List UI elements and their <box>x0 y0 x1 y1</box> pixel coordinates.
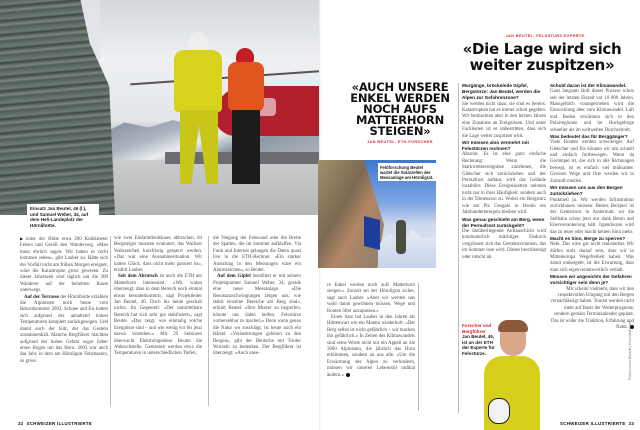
end-mark-icon <box>346 373 350 377</box>
interview-question: Wir müssen also vermehrt mit Felsstürzen rechnen? <box>462 140 529 152</box>
article-column-3 <box>213 236 301 358</box>
paragraph: Auf dem Gipfel installiert er mit seinem Projektpartner Samuel Weber, 34, gerade eine neue Messanlage. «Die Resonanzschwingungen zeigen uns, wie stabil einzelne Bereiche am Berg sind», erklärt Beutel. «Ihre Muster zu begreifen, könnte uns dabei helfen, Felsstürze vorhersehbar zu machen.» Denn wann genau die Natur wo zuschlägt, ist heute noch ein Rätsel. «Veränderungen gehören zu den Bergen», gibt der Deutsche mit Tiroler Wurzeln zu bedenken. Der Bergführer ist überzeugt: «Auch unse- <box>213 274 301 357</box>
interview-answer: Die darüberliegende Auftauschicht wird kontinuierlich mächtiger. Dadurch vergrössert sich das Gesteinsvolumen, das im Sommer lose wird. Dieses beschleunigt oder rutscht ab. <box>462 228 546 260</box>
interview-question: Müssen wir angesichts der Gefahren vorsichtiger sein denn je? <box>550 274 632 286</box>
interview-question: Murgänge, bröckelnde Gipfel, Bergstürze: Jan Beutel, werden die Alpen zur Gefahrenzone? <box>462 83 541 101</box>
interview-answer: Nein. Das wäre gar nicht realisierbar. Wir dürfen stolz darauf sein, dass wir in Mitteleuropa Wegefreiheit haben. Was damit einhergeht, ist die Erwartung, dass man sich eigenverantwortlich verhält. <box>550 242 634 273</box>
mountaineer-orange <box>226 48 266 190</box>
stone-wall <box>0 0 115 215</box>
interview-question: Was genau geschieht am Berg, wenn der Permafrost zurückgeht? <box>462 216 545 228</box>
interview-answer: Sie werden nicht dazu, sie sind es bereits. Katastrophen hat es immer schon gegeben. Wir beobachten aber in den letzten Jahren eine Zunahme an Ereignissen. Und unter Fachleuten ist es unbestritten, dass sich die Lage weiter zuspitzen wird. <box>462 101 546 139</box>
researcher-figure <box>396 220 406 254</box>
interview-divider <box>458 83 459 413</box>
pull-quote-attribution: JAN BEUTEL, ETH-FORSCHER <box>367 140 433 144</box>
paragraph: Einen Satz hat Lauber in den Jahren als Hüttenwart wie ein Mantra wiederholt: «Der Berg selbst ist nicht gefährlich – wir machen ihn gefährlich.» In Zeiten des Klimawandels sind seine Worte nicht nur ein Appell an die 3000 Alpinisten, die jährlich das Horu erklimmen, sondern an uns alle. «Um die Erwärmung der Alpen zu verhindern, müssen wir unseren Lebensstil radikal ändern.» <box>327 315 415 378</box>
paragraph: ▶unter der Hütte etwa 200 Kubikmeter Felsen und Geröll den Wanderweg. «Man muss ehrlich sagen: Wir haben es nicht kommen sehen», gibt Lauber zu. Hätte sich der Vorfall nicht am frühen Morgen ereignet, wäre die Katastrophe gross gewesen. Zu dieser Jahreszeit sind täglich um die 300 Wanderer auf der beliebten Route unterwegs. <box>20 236 109 294</box>
folio-left: 32 SCHWEIZER ILLUSTRIERTE <box>18 421 93 426</box>
article-column-2 <box>114 236 202 358</box>
photo-credit: Fotos Lorenz Bäuerle | Freundeslichten <box>628 320 632 380</box>
folio-right: SCHWEIZER ILLUSTRIERTE 33 <box>560 421 635 426</box>
pull-quote <box>350 82 450 145</box>
interview-question: Schuld daran ist der Klimawandel. <box>550 83 627 88</box>
interview-column-2 <box>550 83 634 332</box>
interview-answer: Viele Routen werden schwieriger. Auf Gletscher und Eis können wir uns schnell und einfach fortbewegen. Wenn da Gerümpel ist, das sich in alle Richtungen bewegt, ist es einfach viel mühsamer. Gewisse Wege und Orte werden wir in Zukunft meiden. <box>550 140 634 184</box>
paragraph: Auf der Terrasse der Hörnlihütte erzählen die Alpinisten noch heute vom Rekordsommer 2003. Schnee und Eis hatten sich aufgrund der anhaltend hohen Temperaturen komplett zurückgezogen. Und damit auch der Kitt, der das Gestein zusammenhält. Manche Bergführer machten aufgrund der hohen Gefahr sogar lieber einen Bogen um das Horu. 2003 war auch das Jahr, in dem am Hörnligrat Felsmassen, so gross <box>20 294 108 364</box>
interview-question: Wir müssen uns aus den Bergen zurückziehen? <box>550 185 623 197</box>
interview-headline: «Die Lage wird sich weiter zuspitzen» <box>462 40 622 74</box>
article-column-1 <box>20 236 108 365</box>
interview-answer: Ganz langsam läuft dieser Prozess schon seit der letzten Eiszeit vor 10 000 Jahren. Massgeblich vorangetrieben wird die Entwicklung aber vom Klimawandel. Luft und Boden erwärmen sich in den Polarregionen und im Hochgebirge schneller als im weltweiten Durchschnitt. <box>550 89 634 133</box>
paragraph: Seit dem Abrutsch ist auch die ETH am Matterhorn interessiert. «Wir waren überzeugt, dass in dem Bereich noch einmal etwas herunterkommt», sagt Projektleiter Jan Beutel, 46. Doch bis heute geschah nichts. Im Gegenteil: «Der unmittelbare Bereich hat sich sehr gut stabilisiert», sagt Beutel. «Das zeigt, wie einmalig solche Ereignisse sind – und wie wenig wir bis jetzt davon verstehen.» Mit 29 Sensoren überwacht Elektroingenieur Beutel die Abbruchstelle. Gemessen werden etwa die Temperaturen in unterschiedlichen Tiefen, <box>114 274 202 357</box>
hero-photo <box>0 0 343 215</box>
portrait-caption: Forscher und Bergführer Jan Beutel, 46, ist an der ETH der Experte für Felsstürze. <box>462 323 495 356</box>
interview-answer: Punktuell ja. Wir werden Infrastruktur zurückbauen müssen. Bestes Beispiel ist der Gemsstock in Andermatt, wo die Seilbahn schon jetzt nur dank Beton und Eisenverankerung hält. Irgendwann wird das zu teuer oder macht keinen Sinn mehr. <box>550 197 634 235</box>
continuation-arrow-icon: ▶ <box>20 236 25 241</box>
column-divider <box>418 283 419 411</box>
interview-answer: Absolut. Es ist eine ganz einfache Rechnung: Wenn die Starkwetterereignisse zunehmen, die Gletscher sich zurückziehen und der Permafrost auftaut, wird das Gelände instabiler. Diese Ereignisketten nehmen nicht nur in ihrer Häufigkeit, sondern auch in der Dimension zu. Wobei ein Bergsturz wie am Piz Cengalo in Bondo ein Jahrhundertereignis bleiben wird. <box>462 152 546 216</box>
solar-panel <box>364 216 380 250</box>
paragraph: wie zwei Einfamilienhäuser, abbrachen. 84 Bergsteiger mussten evakuiert, das Walliser Wahrzeichen kurzfristig gesperrt werden. «Das war eine Ausnahmesituation. Wir hatten Glück, dass nicht mehr passiert ist», erzählt Lauber. <box>114 236 202 274</box>
interview-answer: Mir scheint vielmehr, dass wir den respektvollen Umgang mit den Bergen vernachlässigt haben. Touren werden nicht mehr auf Basis der Wetterprognose, sondern gemäss Terminkalender geplant. Das ist wider die Tradition, Erfahrung und Natur. <box>550 286 634 331</box>
pull-quote-text: «AUCH UNSERE ENKEL WERDEN NOCH AUFS MATTERHORN STEIGEN» <box>350 80 450 138</box>
hero-caption: Einsatz Jan Beutel, 46 (l.), und Samuel Weber, 34, auf dem Heli-Landeplatz der Hörnlihütte. <box>27 204 99 230</box>
column-divider <box>208 236 209 406</box>
interview-question: Macht es Sinn, Berge zu sperren? <box>550 235 626 241</box>
helmet <box>488 398 510 424</box>
interview-question: Was bedeutet das für Berggänger? <box>550 134 628 140</box>
field-photo-caption: Feldforschung Beutel wartet die Solarzellen der Messanlage am Hörnligrat. <box>378 163 436 181</box>
paragraph: die Neigung der Felswand oder die Breite der Spalten, die im Sommer aufklaffen. Via Funk und Internet gelangen die Daten quasi live in die ETH-Rechner. «Ein starker Ausschlag in den Messungen wäre ein Alarmzeichen», so Beutel. <box>213 236 301 274</box>
paragraph: re Enkel werden noch aufs Matterhorn steigen.» Zurzeit sei der Hörnligrat sicher, sagt auch Lauber. «Aber wir werden uns wohl daran gewöhnen müssen, Wege und Routen öfter anzupassen.» <box>327 283 415 314</box>
mountaineer-yellow <box>172 32 224 192</box>
interview-column-1 <box>462 83 546 261</box>
interview-kicker: JAN BEUTEL, FELSSTURZ-EXPERTE <box>505 34 585 38</box>
article-column-4 <box>327 283 415 379</box>
column-divider <box>110 236 111 406</box>
